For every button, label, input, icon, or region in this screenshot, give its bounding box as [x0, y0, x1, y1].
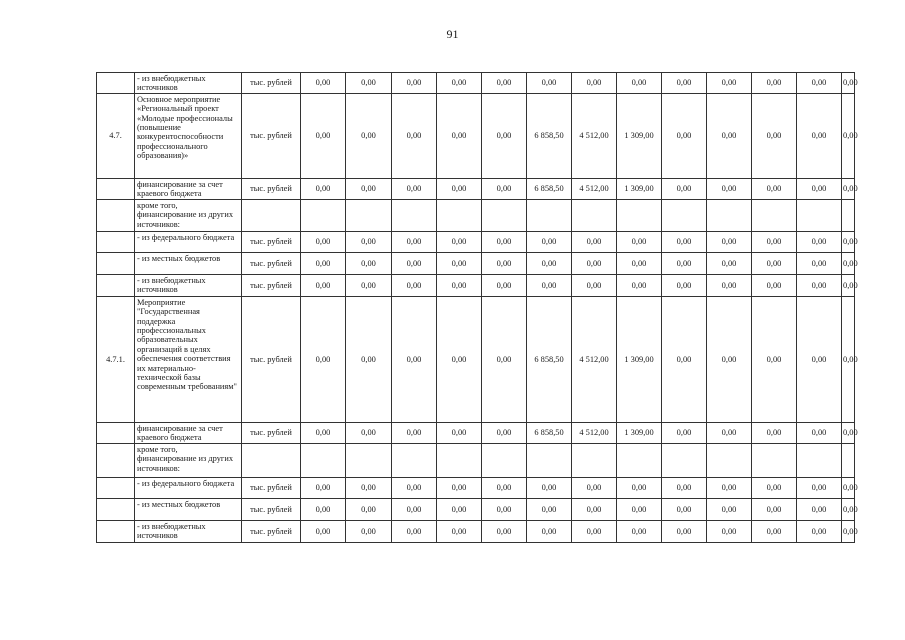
value-cell: 0,00 — [752, 73, 797, 94]
value-cell: 0,00 — [437, 422, 482, 443]
value-cell: 0,00 — [707, 296, 752, 422]
value-cell — [842, 443, 855, 477]
value-cell: 4 512,00 — [572, 296, 617, 422]
unit-cell — [242, 199, 301, 231]
value-cell: 0,00 — [707, 231, 752, 252]
value-cell: 0,00 — [617, 498, 662, 520]
value-cell — [437, 199, 482, 231]
value-cell: 6 858,50 — [527, 296, 572, 422]
value-cell: 0,00 — [346, 274, 392, 296]
value-cell: 0,00 — [482, 73, 527, 94]
value-cell: 0,00 — [662, 231, 707, 252]
value-cell: 0,00 — [617, 520, 662, 542]
value-cell: 0,00 — [482, 252, 527, 274]
value-cell — [617, 199, 662, 231]
value-cell: 0,00 — [752, 93, 797, 178]
value-cell: 0,00 — [527, 520, 572, 542]
unit-cell: тыс. рублей — [242, 477, 301, 498]
row-number-cell: 4.7. — [97, 93, 135, 178]
row-name-cell: - из федерального бюджета — [135, 477, 242, 498]
value-cell: 0,00 — [797, 93, 842, 178]
value-cell: 0,00 — [346, 520, 392, 542]
value-cell — [752, 443, 797, 477]
value-cell: 0,00 — [842, 274, 855, 296]
value-cell: 0,00 — [527, 498, 572, 520]
value-cell: 0,00 — [797, 73, 842, 94]
value-cell — [797, 199, 842, 231]
value-cell: 1 309,00 — [617, 422, 662, 443]
value-cell — [301, 443, 346, 477]
value-cell: 0,00 — [392, 520, 437, 542]
table-row — [97, 73, 855, 94]
value-cell: 0,00 — [527, 274, 572, 296]
row-name-cell: - из внебюджетных источников — [135, 274, 242, 296]
value-cell: 0,00 — [527, 73, 572, 94]
value-cell: 0,00 — [707, 93, 752, 178]
table-row — [97, 498, 855, 520]
value-cell: 0,00 — [842, 520, 855, 542]
value-cell: 0,00 — [797, 178, 842, 199]
table-row — [97, 477, 855, 498]
value-cell: 0,00 — [662, 296, 707, 422]
value-cell: 0,00 — [752, 252, 797, 274]
value-cell: 0,00 — [842, 477, 855, 498]
unit-cell: тыс. рублей — [242, 231, 301, 252]
row-name-cell: кроме того, финансирование из других источников: — [135, 443, 242, 477]
value-cell: 0,00 — [662, 498, 707, 520]
value-cell: 0,00 — [482, 520, 527, 542]
value-cell — [707, 443, 752, 477]
value-cell: 0,00 — [842, 93, 855, 178]
value-cell: 0,00 — [346, 422, 392, 443]
value-cell: 0,00 — [346, 93, 392, 178]
value-cell: 0,00 — [527, 477, 572, 498]
value-cell: 0,00 — [797, 520, 842, 542]
value-cell: 0,00 — [797, 252, 842, 274]
value-cell: 0,00 — [662, 274, 707, 296]
value-cell: 0,00 — [301, 93, 346, 178]
value-cell — [482, 443, 527, 477]
value-cell: 0,00 — [842, 178, 855, 199]
value-cell: 0,00 — [797, 231, 842, 252]
value-cell: 0,00 — [707, 73, 752, 94]
table-row — [97, 178, 855, 199]
value-cell: 0,00 — [707, 498, 752, 520]
table-row — [97, 296, 855, 422]
value-cell: 0,00 — [752, 296, 797, 422]
value-cell: 0,00 — [707, 477, 752, 498]
budget-table — [96, 72, 858, 543]
value-cell: 0,00 — [662, 178, 707, 199]
value-cell: 0,00 — [617, 252, 662, 274]
value-cell: 0,00 — [842, 252, 855, 274]
row-number-cell — [97, 274, 135, 296]
value-cell: 0,00 — [346, 296, 392, 422]
unit-cell: тыс. рублей — [242, 296, 301, 422]
value-cell: 0,00 — [301, 498, 346, 520]
value-cell: 0,00 — [617, 274, 662, 296]
unit-cell: тыс. рублей — [242, 422, 301, 443]
row-number-cell — [97, 443, 135, 477]
page-number: 91 — [446, 27, 459, 41]
row-name-cell: - из внебюджетных источников — [135, 73, 242, 94]
value-cell: 4 512,00 — [572, 93, 617, 178]
row-name-cell: Основное мероприятие «Региональный проект «Молодые профессионалы (повышение конкурентоспособности профессионального образования)» — [135, 93, 242, 178]
value-cell: 0,00 — [301, 477, 346, 498]
value-cell: 0,00 — [527, 231, 572, 252]
value-cell: 0,00 — [662, 93, 707, 178]
value-cell: 0,00 — [797, 422, 842, 443]
value-cell: 1 309,00 — [617, 296, 662, 422]
value-cell: 0,00 — [392, 296, 437, 422]
unit-cell: тыс. рублей — [242, 178, 301, 199]
row-number-cell — [97, 422, 135, 443]
value-cell: 0,00 — [482, 498, 527, 520]
value-cell — [662, 199, 707, 231]
value-cell: 0,00 — [392, 178, 437, 199]
value-cell: 0,00 — [437, 498, 482, 520]
value-cell: 0,00 — [482, 231, 527, 252]
row-number-cell — [97, 178, 135, 199]
value-cell — [346, 443, 392, 477]
value-cell: 0,00 — [301, 252, 346, 274]
value-cell: 0,00 — [437, 252, 482, 274]
table-row — [97, 93, 855, 178]
value-cell: 0,00 — [482, 93, 527, 178]
value-cell: 0,00 — [301, 520, 346, 542]
value-cell: 0,00 — [752, 231, 797, 252]
value-cell: 0,00 — [437, 73, 482, 94]
value-cell: 0,00 — [437, 520, 482, 542]
value-cell: 6 858,50 — [527, 178, 572, 199]
value-cell: 0,00 — [797, 296, 842, 422]
value-cell — [707, 199, 752, 231]
table-row — [97, 443, 855, 477]
table-row — [97, 274, 855, 296]
value-cell: 0,00 — [707, 274, 752, 296]
value-cell: 0,00 — [301, 231, 346, 252]
value-cell: 0,00 — [437, 274, 482, 296]
table-row — [97, 422, 855, 443]
value-cell: 0,00 — [842, 73, 855, 94]
value-cell: 0,00 — [572, 477, 617, 498]
table-row — [97, 231, 855, 252]
value-cell — [752, 199, 797, 231]
value-cell: 0,00 — [346, 252, 392, 274]
row-name-cell: - из местных бюджетов — [135, 252, 242, 274]
row-number-cell — [97, 73, 135, 94]
value-cell: 0,00 — [392, 498, 437, 520]
value-cell: 0,00 — [301, 178, 346, 199]
value-cell: 0,00 — [437, 178, 482, 199]
value-cell: 0,00 — [617, 477, 662, 498]
value-cell — [662, 443, 707, 477]
value-cell: 0,00 — [482, 422, 527, 443]
value-cell: 0,00 — [572, 274, 617, 296]
value-cell: 0,00 — [662, 73, 707, 94]
value-cell: 0,00 — [662, 520, 707, 542]
value-cell: 0,00 — [617, 73, 662, 94]
value-cell — [346, 199, 392, 231]
value-cell: 0,00 — [482, 477, 527, 498]
value-cell: 0,00 — [752, 498, 797, 520]
row-name-cell: финансирование за счет краевого бюджета — [135, 178, 242, 199]
value-cell — [617, 443, 662, 477]
value-cell: 0,00 — [437, 477, 482, 498]
value-cell: 0,00 — [707, 520, 752, 542]
budget-table-body — [97, 73, 858, 543]
value-cell: 0,00 — [346, 231, 392, 252]
value-cell: 0,00 — [572, 520, 617, 542]
row-name-cell: - из местных бюджетов — [135, 498, 242, 520]
value-cell: 0,00 — [482, 296, 527, 422]
value-cell: 0,00 — [662, 422, 707, 443]
value-cell: 0,00 — [572, 73, 617, 94]
row-name-cell: финансирование за счет краевого бюджета — [135, 422, 242, 443]
value-cell: 0,00 — [301, 422, 346, 443]
value-cell: 6 858,50 — [527, 93, 572, 178]
value-cell: 0,00 — [482, 178, 527, 199]
row-number-cell — [97, 520, 135, 542]
value-cell: 0,00 — [346, 498, 392, 520]
value-cell — [572, 443, 617, 477]
value-cell — [797, 443, 842, 477]
value-cell: 0,00 — [392, 252, 437, 274]
value-cell: 0,00 — [752, 274, 797, 296]
value-cell: 0,00 — [797, 477, 842, 498]
value-cell: 0,00 — [752, 178, 797, 199]
value-cell — [527, 443, 572, 477]
value-cell: 0,00 — [752, 520, 797, 542]
value-cell: 0,00 — [617, 231, 662, 252]
value-cell: 0,00 — [842, 231, 855, 252]
unit-cell: тыс. рублей — [242, 252, 301, 274]
value-cell: 0,00 — [301, 296, 346, 422]
value-cell: 0,00 — [662, 252, 707, 274]
value-cell — [842, 199, 855, 231]
value-cell: 0,00 — [392, 477, 437, 498]
row-name-cell: Мероприятие "Государственная поддержка профессиональных образовательных организаций в целях обеспечения соответствия их материально-технической базы современным требованиям" — [135, 296, 242, 422]
value-cell: 0,00 — [392, 274, 437, 296]
value-cell: 1 309,00 — [617, 93, 662, 178]
value-cell: 0,00 — [346, 73, 392, 94]
value-cell — [482, 199, 527, 231]
value-cell — [392, 199, 437, 231]
row-number-cell: 4.7.1. — [97, 296, 135, 422]
value-cell: 0,00 — [707, 252, 752, 274]
value-cell: 0,00 — [437, 231, 482, 252]
value-cell: 0,00 — [842, 498, 855, 520]
value-cell: 0,00 — [752, 477, 797, 498]
unit-cell: тыс. рублей — [242, 498, 301, 520]
value-cell: 0,00 — [301, 274, 346, 296]
value-cell: 0,00 — [707, 422, 752, 443]
value-cell: 6 858,50 — [527, 422, 572, 443]
value-cell: 0,00 — [572, 498, 617, 520]
value-cell: 0,00 — [572, 231, 617, 252]
value-cell — [437, 443, 482, 477]
value-cell: 0,00 — [662, 477, 707, 498]
table-row — [97, 252, 855, 274]
value-cell — [392, 443, 437, 477]
value-cell: 4 512,00 — [572, 178, 617, 199]
value-cell: 0,00 — [392, 422, 437, 443]
value-cell: 0,00 — [797, 498, 842, 520]
value-cell: 0,00 — [527, 252, 572, 274]
unit-cell: тыс. рублей — [242, 274, 301, 296]
value-cell: 0,00 — [797, 274, 842, 296]
value-cell: 0,00 — [707, 178, 752, 199]
value-cell: 0,00 — [482, 274, 527, 296]
value-cell: 0,00 — [842, 296, 855, 422]
row-number-cell — [97, 477, 135, 498]
row-number-cell — [97, 252, 135, 274]
row-name-cell: - из федерального бюджета — [135, 231, 242, 252]
value-cell: 0,00 — [301, 73, 346, 94]
value-cell: 4 512,00 — [572, 422, 617, 443]
value-cell: 1 309,00 — [617, 178, 662, 199]
value-cell: 0,00 — [392, 231, 437, 252]
value-cell: 0,00 — [572, 252, 617, 274]
value-cell: 0,00 — [437, 93, 482, 178]
row-number-cell — [97, 199, 135, 231]
row-number-cell — [97, 231, 135, 252]
unit-cell: тыс. рублей — [242, 93, 301, 178]
value-cell: 0,00 — [392, 93, 437, 178]
value-cell: 0,00 — [752, 422, 797, 443]
value-cell — [572, 199, 617, 231]
unit-cell: тыс. рублей — [242, 520, 301, 542]
value-cell — [527, 199, 572, 231]
unit-cell: тыс. рублей — [242, 73, 301, 94]
row-name-cell: кроме того, финансирование из других источников: — [135, 199, 242, 231]
value-cell: 0,00 — [842, 422, 855, 443]
table-row — [97, 520, 855, 542]
value-cell: 0,00 — [437, 296, 482, 422]
value-cell: 0,00 — [346, 477, 392, 498]
row-name-cell: - из внебюджетных источников — [135, 520, 242, 542]
unit-cell — [242, 443, 301, 477]
row-number-cell — [97, 498, 135, 520]
value-cell: 0,00 — [392, 73, 437, 94]
table-row — [97, 199, 855, 231]
value-cell: 0,00 — [346, 178, 392, 199]
value-cell — [301, 199, 346, 231]
